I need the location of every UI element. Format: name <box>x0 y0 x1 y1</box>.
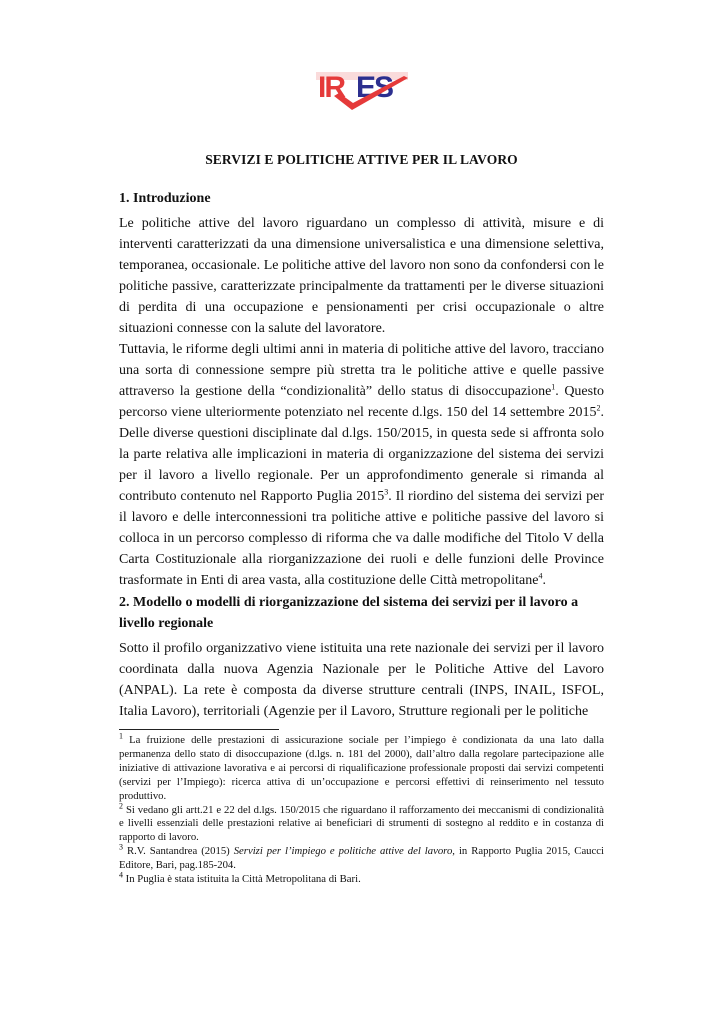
paragraph: Tuttavia, le riforme degli ultimi anni in materia di politiche attive del lavoro, tracciano una sorta di connessione sempre più stretta tra le politiche attive e quelle passive attraverso la gestione della “condizionalità” dello status di disoccupazione$^1$. Questo percorso viene ulteriormente potenziato nel recente d.lgs. 150 del 14 settembre 2015$^2$. Delle diverse questioni disciplinate dal d.lgs. 150/2015, in questa sede si affronta solo la parte relativa alle implicazioni in materia di organizzazione del sistema dei servizi per il lavoro a livello regionale. Per un approfondimento generale si rimanda al contributo contenuto nel Rapporto Puglia 2015$^3$. Il riordino del sistema dei servizi per il lavoro e delle interconnessioni tra politiche attive e politiche passive del lavoro si colloca in un percorso complesso di riforma che va dalle modifiche del Titolo V della Carta Costituzionale alla riorganizzazione dei ruoli e delle funzioni delle Province trasformate in Enti di area vasta, alla costituzione delle Città metropolitane$^4$. <box>119 342 604 588</box>
footnote-ref[interactable]: 3 <box>384 487 389 497</box>
paragraph: Le politiche attive del lavoro riguardano un complesso di attività, misure e di interventi caratterizzati da una dimensione universalistica e una dimensione selettiva, temporanea, occasionale. Le politiche attive del lavoro non sono da confondersi con le politiche passive, caratterizzate principalmente da trattamenti per le diverse situazioni di perdita di una occupazione e pensionamenti per crisi occupazionale o altre situazioni connesse con la salute del lavoratore. <box>119 216 604 336</box>
paragraph: Sotto il profilo organizzativo viene istituita una rete nazionale dei servizi per il lavoro coordinata dalla nuova Agenzia Nazionale per le Politiche Attive del Lavoro (ANPAL). La rete è composta da diverse strutture centrali (INPS, INAIL, ISFOL, Italia Lavoro), territoriali (Agenzie per il Lavoro, Strutture regionali per le politiche <box>119 641 604 719</box>
footnote-3: $^3$ R.V. Santandrea (2015) Servizi per l’impiego e politiche attive del lavoro, in Rapporto Puglia 2015, Caucci Editore, Bari, pag.185-204. <box>119 842 604 872</box>
ires-logo-mark <box>312 66 412 112</box>
footnote-4: $^4$ In Puglia è stata istituita la Città Metropolitana di Bari. <box>119 870 361 886</box>
footnote-ref[interactable]: 1 <box>551 382 556 392</box>
section-2-body <box>119 638 604 722</box>
svg-text:IR: IR <box>318 71 344 104</box>
footnote-ref[interactable]: 4 <box>538 571 543 581</box>
footnote-ref[interactable]: 2 <box>596 403 601 413</box>
section-1-body <box>119 213 604 591</box>
section-1-heading: 1. Introduzione <box>119 191 211 206</box>
document-title: SERVIZI E POLITICHE ATTIVE PER IL LAVORO <box>205 152 518 167</box>
svg-text:ES: ES <box>356 71 393 104</box>
footnotes <box>119 731 604 887</box>
ires-logo <box>312 66 412 112</box>
footnote-2: $^2$ Si vedano gli artt.21 e 22 del d.lgs. 150/2015 che riguardano il rafforzamento dei meccanismi di condizionalità e livelli essenziali delle prestazioni relative ai beneficiari di strumenti di sostegno al reddito e in costanza di rapporto di lavoro. <box>119 800 604 844</box>
footnote-separator <box>119 729 279 730</box>
section-2-heading: 2. Modello o modelli di riorganizzazione del sistema dei servizi per il lavoro a livello regionale <box>119 595 579 631</box>
footnote-1: $^1$ La fruizione delle prestazioni di assicurazione sociale per l’impiego è condizionata da una lato dalla permanenza dello stato di disoccupazione (d.lgs. n. 181 del 2000), dall’altro dalla regolare partecipazione alle iniziative di attivazione lavorativa e ai percorsi di riqualificazione professionale proposti dai servizi competenti (servizi per l’Impiego): ricerca attiva di un’occupazione e percorsi effettivi di reinserimento nel tessuto produttivo. <box>119 731 604 802</box>
